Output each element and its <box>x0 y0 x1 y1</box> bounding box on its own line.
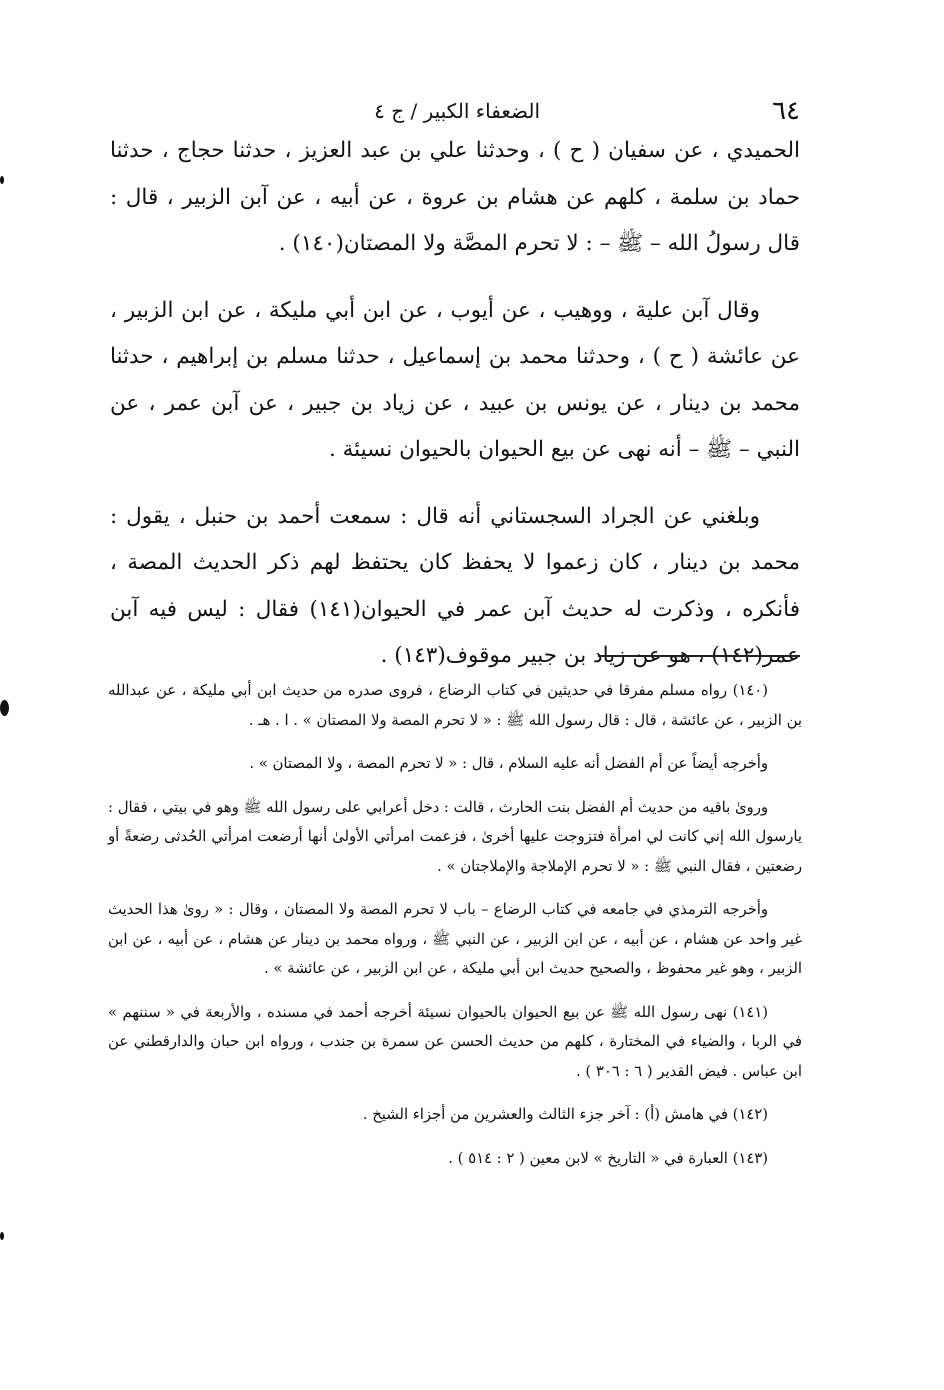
running-title: الضعفاء الكبير / ج ٤ <box>374 99 540 123</box>
scan-margin-mark <box>0 700 9 716</box>
footnote-140-continuation: وروىٰ باقيه من حديث أم الفضل بنت الحارث ، قالت : دخل أعرابي على رسول الله ﷺ وهو في بيتي ، فقال : يارسول الله إني كانت لي امرأة فتزوجت عليها أخرىٰ ، فزعمت امرأتي الأولىٰ أنها أرضعت امرأتي الحُدثى رضعةً أو رضعتين ، فقال النبي ﷺ : « لا تحرم الإملاجة والإملاجتان » . <box>108 798 802 875</box>
footnote-140-continuation: وأخرجه الترمذي في جامعه في كتاب الرضاع – باب لا تحرم المصة ولا المصتان ، وقال : « روىٰ هذا الحديث غير واحد عن هشام ، عن أبيه ، عن ابن الزبير ، عن النبي ﷺ ، ورواه محمد بن دينار عن هشام ، عن أبيه ، عن ابن الزبير ، وهو غير محفوظ ، والصحيح حديث ابن أبي مليكة ، عن ابن الزبير ، عن عائشة » . <box>108 901 802 977</box>
footnote-142: (١٤٢) في هامش (أ) : آخر جزء الثالث والعشرين من أجزاء الشيخ . <box>362 1106 768 1123</box>
main-text <box>110 128 800 700</box>
page-number: ٦٤ <box>772 96 800 126</box>
scan-margin-mark <box>0 1232 4 1240</box>
main-paragraph: وقال آبن علية ، ووهيب ، عن أيوب ، عن ابن أبي مليكة ، عن ابن الزبير ، عن عائشة ( ح ) ، وحدثنا محمد بن إسماعيل ، حدثنا مسلم بن إبراهيم ، حدثنا محمد بن دينار ، عن يونس بن عبيد ، عن زياد بن جبير ، عن آبن عمر ، عن النبي – ﷺ – أنه نهى عن بيع الحيوان بالحيوان نسيئة . <box>110 297 800 462</box>
footnote-140-continuation: وأخرجه أيضاً عن أم الفضل أنه عليه السلام ، قال : « لا تحرم المصة ، ولا المصتان » . <box>249 755 768 772</box>
footnote-140: (١٤٠) رواه مسلم مفرقا في حديثين في كتاب الرضاع ، فروى صدره من حديث ابن أبي مليكة ، عن عبدالله بن الزبير ، عن عائشة ، قال : قال رسول الله ﷺ : « لا تحرم المصة ولا المصتان » . ا . هـ . <box>108 682 802 729</box>
main-paragraph: وبلغني عن الجراد السجستاني أنه قال : سمعت أحمد بن حنبل ، يقول : محمد بن دينار ، كان زعموا لا يحفظ كان يحتفظ لهم ذكر الحديث المصة ، فأنكره ، وذكرت له حديث آبن عمر في الحيوان(١٤١) فقال : ليس فيه آبن عمر(١٤٢) ، هو عن زياد بن جبير موقوف(١٤٣) . <box>110 503 800 668</box>
page-header <box>110 94 800 128</box>
footnote-143: (١٤٣) العبارة في « التاريخ » لابن معين ( ٢ : ٥١٤ ) . <box>448 1149 768 1167</box>
footnote-141: (١٤١) نهى رسول الله ﷺ عن بيع الحيوان بالحيوان نسيئة أخرجه أحمد في مسنده ، والأربعة في « سننهم » في الربا ، والضياء في المختارة ، كلهم من حديث الحسن عن سمرة بن جندب ، ورواه ابن حبان والدارقطني عن ابن عباس . فيض القدير ( ٦ : ٣٠٦ ) . <box>108 1003 802 1080</box>
footnotes <box>108 676 802 1187</box>
main-paragraph: الحميدي ، عن سفيان ( ح ) ، وحدثنا علي بن عبد العزيز ، حدثنا حجاج ، حدثنا حماد بن سلمة ، كلهم عن هشام بن عروة ، عن أبيه ، عن آبن الزبير ، قال : قال رسولُ الله – ﷺ – : لا تحرم المصَّة ولا المصتان(١٤٠) . <box>110 138 800 256</box>
footnote-separator <box>598 655 800 657</box>
scan-margin-mark <box>0 176 4 184</box>
